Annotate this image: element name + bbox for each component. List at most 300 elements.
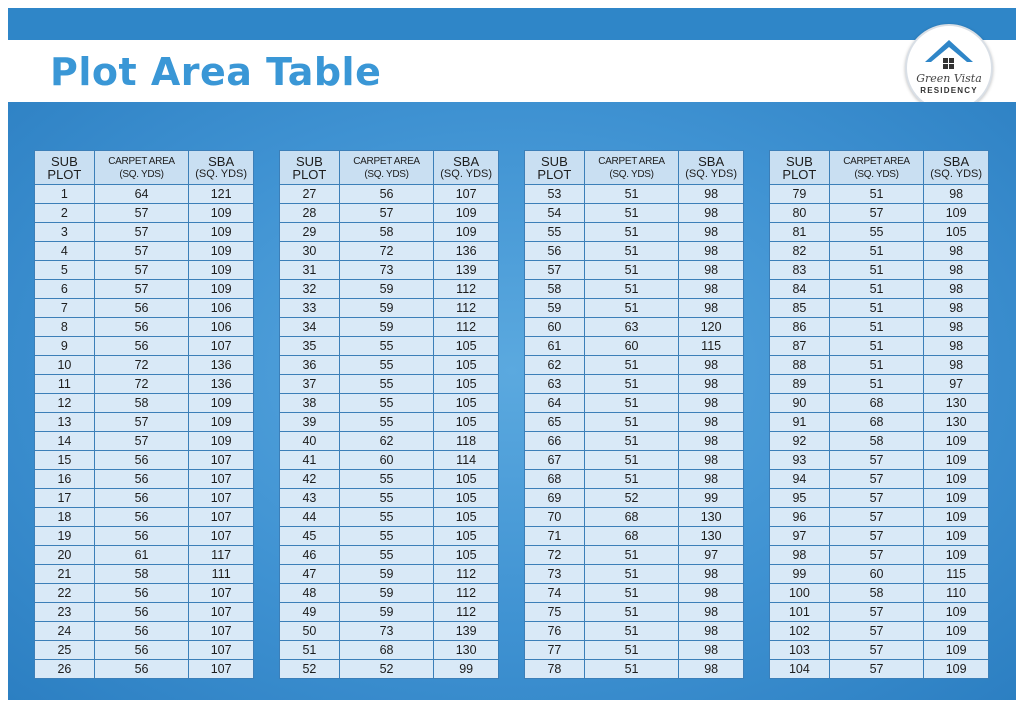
sub-plot-cell: 54 — [525, 204, 585, 223]
carpet-area-cell: 57 — [829, 527, 924, 546]
table-header-row — [35, 151, 254, 185]
carpet-area-cell: 51 — [584, 223, 679, 242]
carpet-area-cell: 55 — [339, 508, 434, 527]
table-row — [525, 641, 744, 660]
sba-cell: 99 — [679, 489, 744, 508]
column-header-top: SUB — [296, 153, 323, 169]
sub-plot-cell: 86 — [770, 318, 830, 337]
sba-cell: 98 — [679, 356, 744, 375]
table-row — [280, 242, 499, 261]
sba-cell: 105 — [434, 470, 499, 489]
table-row — [280, 432, 499, 451]
carpet-area-cell: 51 — [829, 337, 924, 356]
carpet-area-cell: 55 — [339, 394, 434, 413]
carpet-area-cell: 51 — [584, 660, 679, 679]
carpet-area-cell: 55 — [829, 223, 924, 242]
sub-plot-cell: 15 — [35, 451, 95, 470]
sub-plot-cell: 93 — [770, 451, 830, 470]
sba-cell: 98 — [679, 375, 744, 394]
sub-plot-cell: 55 — [525, 223, 585, 242]
sub-plot-cell: 69 — [525, 489, 585, 508]
carpet-area-cell: 72 — [94, 375, 189, 394]
carpet-area-cell: 51 — [584, 356, 679, 375]
table-row — [280, 546, 499, 565]
column-header — [280, 151, 340, 185]
sub-plot-cell: 77 — [525, 641, 585, 660]
table-row — [35, 470, 254, 489]
table-row — [280, 489, 499, 508]
table-row — [280, 451, 499, 470]
tables-container — [34, 150, 989, 679]
sub-plot-cell: 82 — [770, 242, 830, 261]
carpet-area-cell: 51 — [584, 451, 679, 470]
sub-plot-cell: 64 — [525, 394, 585, 413]
sba-cell: 109 — [189, 394, 254, 413]
sba-cell: 98 — [924, 185, 989, 204]
carpet-area-cell: 57 — [829, 660, 924, 679]
carpet-area-cell: 57 — [829, 451, 924, 470]
column-header-bottom: (SQ. YDS) — [854, 168, 899, 180]
sba-cell: 105 — [434, 489, 499, 508]
sba-cell: 109 — [924, 527, 989, 546]
table-row — [35, 413, 254, 432]
table-row — [525, 261, 744, 280]
sub-plot-cell: 33 — [280, 299, 340, 318]
table-row — [770, 470, 989, 489]
sub-plot-cell: 36 — [280, 356, 340, 375]
carpet-area-cell: 64 — [94, 185, 189, 204]
sba-cell: 109 — [924, 432, 989, 451]
carpet-area-cell: 59 — [339, 299, 434, 318]
carpet-area-cell: 56 — [94, 527, 189, 546]
sba-cell: 130 — [679, 508, 744, 527]
sba-cell: 105 — [434, 337, 499, 356]
table-row — [525, 337, 744, 356]
column-header-bottom: PLOT — [47, 166, 82, 182]
table-panel — [8, 102, 1016, 700]
carpet-area-cell: 58 — [829, 432, 924, 451]
sba-cell: 109 — [924, 508, 989, 527]
table-row — [35, 242, 254, 261]
table-row — [35, 356, 254, 375]
sub-plot-cell: 53 — [525, 185, 585, 204]
column-header-bottom: (SQ. YDS) — [930, 167, 983, 180]
sub-plot-cell: 101 — [770, 603, 830, 622]
table-row — [770, 622, 989, 641]
sub-plot-cell: 4 — [35, 242, 95, 261]
sub-plot-cell: 16 — [35, 470, 95, 489]
table-row — [525, 375, 744, 394]
sba-cell: 106 — [189, 299, 254, 318]
sub-plot-cell: 81 — [770, 223, 830, 242]
carpet-area-cell: 56 — [94, 660, 189, 679]
sub-plot-cell: 83 — [770, 261, 830, 280]
sub-plot-cell: 62 — [525, 356, 585, 375]
table-row — [770, 337, 989, 356]
column-header-bottom: (SQ. YDS) — [685, 167, 738, 180]
sub-plot-cell: 80 — [770, 204, 830, 223]
sub-plot-cell: 8 — [35, 318, 95, 337]
carpet-area-cell: 68 — [829, 394, 924, 413]
table-header-row — [525, 151, 744, 185]
logo-subtitle: RESIDENCY — [920, 86, 978, 95]
column-header-bottom: PLOT — [537, 166, 572, 182]
carpet-area-cell: 57 — [829, 489, 924, 508]
column-header-top: SUB — [786, 153, 813, 169]
sba-cell: 114 — [434, 451, 499, 470]
table-row — [770, 641, 989, 660]
table-row — [525, 584, 744, 603]
carpet-area-cell: 57 — [829, 470, 924, 489]
sub-plot-cell: 66 — [525, 432, 585, 451]
table-row — [525, 546, 744, 565]
carpet-area-cell: 59 — [339, 318, 434, 337]
sba-cell: 109 — [189, 280, 254, 299]
carpet-area-cell: 51 — [584, 204, 679, 223]
table-row — [525, 280, 744, 299]
sba-cell: 112 — [434, 565, 499, 584]
sub-plot-cell: 41 — [280, 451, 340, 470]
sba-cell: 109 — [924, 622, 989, 641]
sba-cell: 136 — [189, 375, 254, 394]
table-row — [280, 413, 499, 432]
table-row — [280, 565, 499, 584]
sub-plot-cell: 12 — [35, 394, 95, 413]
carpet-area-cell: 60 — [829, 565, 924, 584]
carpet-area-cell: 57 — [829, 508, 924, 527]
carpet-area-cell: 57 — [339, 204, 434, 223]
sub-plot-cell: 31 — [280, 261, 340, 280]
sba-cell: 98 — [924, 337, 989, 356]
carpet-area-cell: 61 — [94, 546, 189, 565]
table-row — [35, 584, 254, 603]
carpet-area-cell: 58 — [829, 584, 924, 603]
plot-table-1 — [34, 150, 254, 679]
sub-plot-cell: 17 — [35, 489, 95, 508]
sba-cell: 105 — [434, 413, 499, 432]
sba-cell: 98 — [679, 185, 744, 204]
table-row — [280, 261, 499, 280]
table-row — [770, 375, 989, 394]
carpet-area-cell: 68 — [829, 413, 924, 432]
column-header-top: CARPET AREA — [843, 155, 910, 167]
column-header-bottom: (SQ. YDS) — [119, 168, 164, 180]
table-header-row — [280, 151, 499, 185]
column-header-bottom: (SQ. YDS) — [195, 167, 248, 180]
sub-plot-cell: 19 — [35, 527, 95, 546]
carpet-area-cell: 51 — [829, 242, 924, 261]
table-row — [770, 242, 989, 261]
table-row — [770, 185, 989, 204]
sba-cell: 105 — [434, 508, 499, 527]
table-row — [35, 603, 254, 622]
sub-plot-cell: 50 — [280, 622, 340, 641]
sub-plot-cell: 98 — [770, 546, 830, 565]
carpet-area-cell: 57 — [829, 204, 924, 223]
table-row — [280, 660, 499, 679]
carpet-area-cell: 57 — [94, 242, 189, 261]
sba-cell: 136 — [434, 242, 499, 261]
sba-cell: 109 — [924, 470, 989, 489]
sub-plot-cell: 73 — [525, 565, 585, 584]
table-row — [525, 204, 744, 223]
carpet-area-cell: 51 — [584, 470, 679, 489]
carpet-area-cell: 56 — [339, 185, 434, 204]
logo — [905, 24, 993, 112]
sba-cell: 98 — [679, 565, 744, 584]
sba-cell: 98 — [924, 318, 989, 337]
carpet-area-cell: 56 — [94, 508, 189, 527]
sub-plot-cell: 48 — [280, 584, 340, 603]
sub-plot-cell: 47 — [280, 565, 340, 584]
sba-cell: 99 — [434, 660, 499, 679]
carpet-area-cell: 56 — [94, 318, 189, 337]
house-roof-icon — [907, 26, 991, 110]
carpet-area-cell: 55 — [339, 546, 434, 565]
sba-cell: 107 — [189, 337, 254, 356]
plot-table-2 — [279, 150, 499, 679]
sba-cell: 109 — [189, 413, 254, 432]
carpet-area-cell: 55 — [339, 489, 434, 508]
table-row — [35, 565, 254, 584]
column-header-top: SUB — [541, 153, 568, 169]
sba-cell: 97 — [679, 546, 744, 565]
sba-cell: 98 — [679, 204, 744, 223]
sub-plot-cell: 92 — [770, 432, 830, 451]
table-row — [525, 432, 744, 451]
sba-cell: 98 — [679, 584, 744, 603]
carpet-area-cell: 59 — [339, 584, 434, 603]
sub-plot-cell: 25 — [35, 641, 95, 660]
table-row — [525, 318, 744, 337]
carpet-area-cell: 51 — [584, 432, 679, 451]
column-header — [94, 151, 189, 185]
sub-plot-cell: 45 — [280, 527, 340, 546]
table-row — [280, 337, 499, 356]
sba-cell: 107 — [189, 470, 254, 489]
sub-plot-cell: 95 — [770, 489, 830, 508]
sba-cell: 130 — [924, 413, 989, 432]
carpet-area-cell: 57 — [829, 546, 924, 565]
carpet-area-cell: 51 — [584, 546, 679, 565]
sub-plot-cell: 75 — [525, 603, 585, 622]
sub-plot-cell: 85 — [770, 299, 830, 318]
table-row — [525, 299, 744, 318]
table-row — [35, 432, 254, 451]
column-header — [339, 151, 434, 185]
sub-plot-cell: 28 — [280, 204, 340, 223]
sub-plot-cell: 61 — [525, 337, 585, 356]
sub-plot-cell: 99 — [770, 565, 830, 584]
sba-cell: 136 — [189, 356, 254, 375]
sba-cell: 98 — [679, 223, 744, 242]
column-header-top: SBA — [208, 153, 235, 169]
sba-cell: 107 — [189, 489, 254, 508]
sub-plot-cell: 18 — [35, 508, 95, 527]
column-header-top: CARPET AREA — [108, 155, 175, 167]
sba-cell: 109 — [924, 451, 989, 470]
sub-plot-cell: 84 — [770, 280, 830, 299]
sub-plot-cell: 29 — [280, 223, 340, 242]
sub-plot-cell: 97 — [770, 527, 830, 546]
sba-cell: 109 — [189, 204, 254, 223]
table-row — [280, 280, 499, 299]
sub-plot-cell: 88 — [770, 356, 830, 375]
carpet-area-cell: 51 — [584, 603, 679, 622]
carpet-area-cell: 57 — [94, 432, 189, 451]
carpet-area-cell: 57 — [829, 603, 924, 622]
sub-plot-cell: 74 — [525, 584, 585, 603]
sba-cell: 107 — [189, 603, 254, 622]
carpet-area-cell: 51 — [829, 185, 924, 204]
carpet-area-cell: 58 — [94, 394, 189, 413]
table-row — [280, 584, 499, 603]
sub-plot-cell: 68 — [525, 470, 585, 489]
sub-plot-cell: 5 — [35, 261, 95, 280]
sub-plot-cell: 65 — [525, 413, 585, 432]
carpet-area-cell: 57 — [829, 622, 924, 641]
sba-cell: 109 — [434, 204, 499, 223]
sba-cell: 109 — [924, 660, 989, 679]
carpet-area-cell: 51 — [584, 299, 679, 318]
sba-cell: 117 — [189, 546, 254, 565]
table-row — [525, 242, 744, 261]
logo-name: Green Vista — [916, 72, 982, 85]
sub-plot-cell: 90 — [770, 394, 830, 413]
sba-cell: 98 — [679, 413, 744, 432]
sub-plot-cell: 60 — [525, 318, 585, 337]
sba-cell: 115 — [679, 337, 744, 356]
sba-cell: 98 — [679, 641, 744, 660]
sba-cell: 112 — [434, 299, 499, 318]
sba-cell: 98 — [679, 394, 744, 413]
sub-plot-cell: 21 — [35, 565, 95, 584]
table-row — [280, 204, 499, 223]
sub-plot-cell: 11 — [35, 375, 95, 394]
table-row — [525, 622, 744, 641]
sub-plot-cell: 89 — [770, 375, 830, 394]
table-row — [770, 204, 989, 223]
sub-plot-cell: 23 — [35, 603, 95, 622]
sba-cell: 97 — [924, 375, 989, 394]
sub-plot-cell: 46 — [280, 546, 340, 565]
sba-cell: 121 — [189, 185, 254, 204]
sba-cell: 107 — [189, 622, 254, 641]
table-row — [770, 394, 989, 413]
sba-cell: 109 — [434, 223, 499, 242]
table-row — [770, 489, 989, 508]
column-header-bottom: (SQ. YDS) — [364, 168, 409, 180]
sub-plot-cell: 71 — [525, 527, 585, 546]
sub-plot-cell: 49 — [280, 603, 340, 622]
sba-cell: 98 — [679, 660, 744, 679]
sub-plot-cell: 59 — [525, 299, 585, 318]
carpet-area-cell: 51 — [584, 261, 679, 280]
carpet-area-cell: 73 — [339, 261, 434, 280]
column-header — [679, 151, 744, 185]
sub-plot-cell: 100 — [770, 584, 830, 603]
sub-plot-cell: 51 — [280, 641, 340, 660]
column-header — [189, 151, 254, 185]
sba-cell: 105 — [434, 527, 499, 546]
table-row — [35, 451, 254, 470]
carpet-area-cell: 60 — [584, 337, 679, 356]
page-title: Plot Area Table — [50, 50, 382, 94]
sba-cell: 130 — [679, 527, 744, 546]
table-row — [525, 394, 744, 413]
sub-plot-cell: 26 — [35, 660, 95, 679]
column-header — [525, 151, 585, 185]
table-row — [770, 603, 989, 622]
sub-plot-cell: 13 — [35, 413, 95, 432]
column-header — [434, 151, 499, 185]
sub-plot-cell: 32 — [280, 280, 340, 299]
sba-cell: 112 — [434, 584, 499, 603]
top-bar — [8, 8, 1016, 40]
sba-cell: 112 — [434, 603, 499, 622]
sub-plot-cell: 10 — [35, 356, 95, 375]
sub-plot-cell: 78 — [525, 660, 585, 679]
sub-plot-cell: 94 — [770, 470, 830, 489]
carpet-area-cell: 60 — [339, 451, 434, 470]
column-header-bottom: PLOT — [782, 166, 817, 182]
table-row — [770, 261, 989, 280]
table-row — [35, 508, 254, 527]
table-row — [525, 356, 744, 375]
sba-cell: 98 — [924, 356, 989, 375]
table-row — [770, 223, 989, 242]
sba-cell: 98 — [679, 603, 744, 622]
sba-cell: 106 — [189, 318, 254, 337]
carpet-area-cell: 58 — [339, 223, 434, 242]
sub-plot-cell: 52 — [280, 660, 340, 679]
sba-cell: 130 — [924, 394, 989, 413]
table-row — [280, 527, 499, 546]
plot-table-3 — [524, 150, 744, 679]
sba-cell: 120 — [679, 318, 744, 337]
column-header-bottom: (SQ. YDS) — [609, 168, 654, 180]
table-row — [35, 527, 254, 546]
table-row — [770, 660, 989, 679]
sub-plot-cell: 39 — [280, 413, 340, 432]
carpet-area-cell: 51 — [584, 375, 679, 394]
plot-table-4 — [769, 150, 989, 679]
sub-plot-cell: 30 — [280, 242, 340, 261]
sub-plot-cell: 42 — [280, 470, 340, 489]
carpet-area-cell: 55 — [339, 356, 434, 375]
table-row — [770, 546, 989, 565]
column-header — [35, 151, 95, 185]
column-header-top: CARPET AREA — [598, 155, 665, 167]
carpet-area-cell: 56 — [94, 641, 189, 660]
table-row — [280, 318, 499, 337]
sba-cell: 107 — [189, 527, 254, 546]
carpet-area-cell: 56 — [94, 489, 189, 508]
sba-cell: 107 — [189, 584, 254, 603]
sba-cell: 98 — [679, 470, 744, 489]
sub-plot-cell: 72 — [525, 546, 585, 565]
column-header — [770, 151, 830, 185]
sba-cell: 107 — [189, 641, 254, 660]
sub-plot-cell: 35 — [280, 337, 340, 356]
carpet-area-cell: 55 — [339, 470, 434, 489]
table-row — [525, 603, 744, 622]
table-row — [770, 432, 989, 451]
carpet-area-cell: 51 — [584, 413, 679, 432]
sub-plot-cell: 56 — [525, 242, 585, 261]
sub-plot-cell: 3 — [35, 223, 95, 242]
table-row — [280, 603, 499, 622]
